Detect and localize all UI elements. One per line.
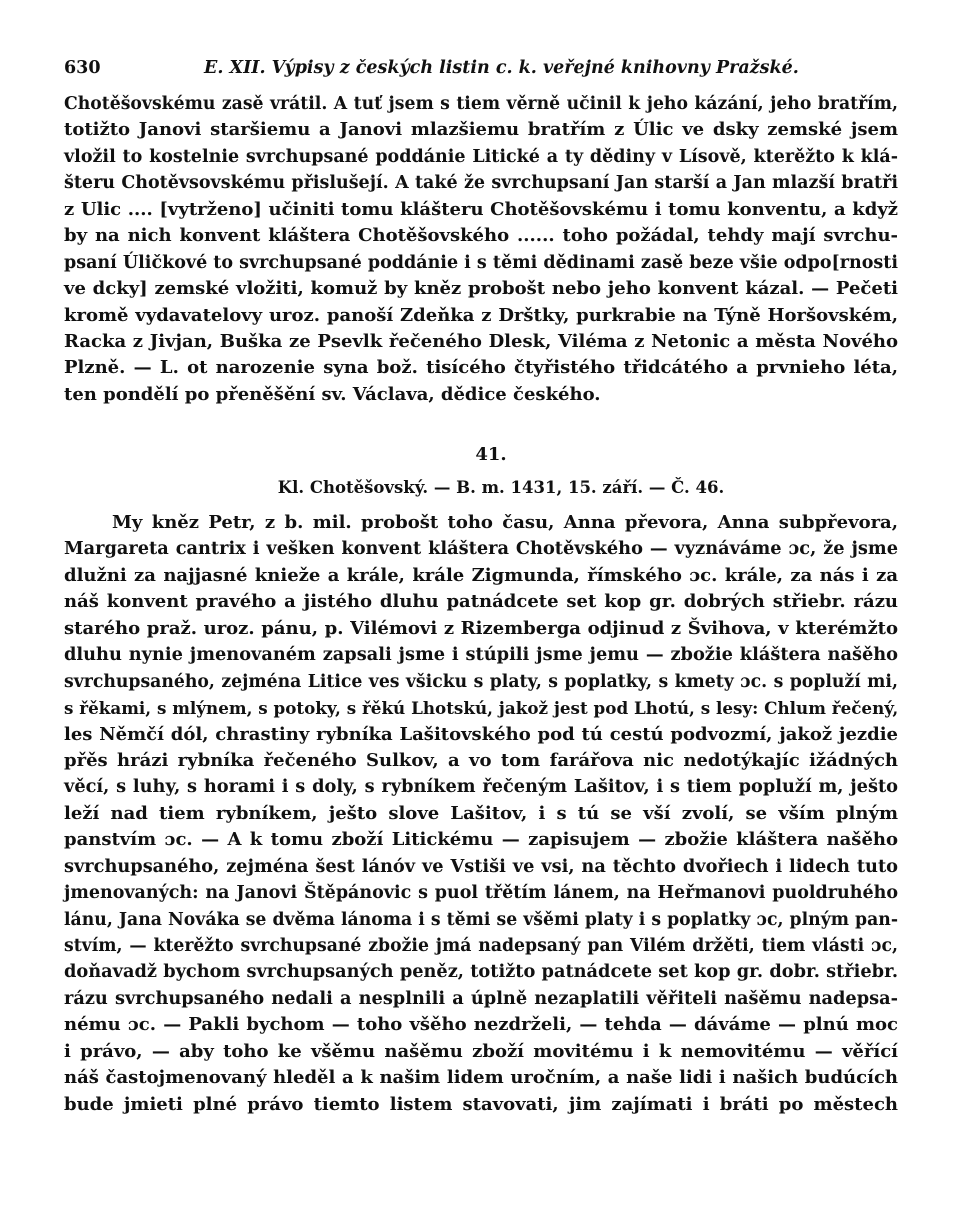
text-line: starého praž. uroz. pánu, p. Vilémovi z Rizemberga odjinud z Švihova, v kterémžto <box>64 617 898 639</box>
page-header <box>64 58 898 84</box>
text-line: My kněz Petr, z b. mil. probošt toho času, Anna převora, Anna subpřevora, <box>112 512 898 533</box>
text-line: Plzně. — L. ot narozenie syna bož. tisícého čtyřistého třidcátého a prvnieho léta, <box>64 357 898 379</box>
text-line: dluhu nynie jmenovaném zapsali jsme i stúpili jsme jemu — zbožie kláštera našěho <box>64 644 898 666</box>
text-line: rázu svrchupsaného nedali a nesplnili a úplně nezaplatili věřiteli našěmu nadepsa- <box>64 987 898 1009</box>
text-line: nému ɔc. — Pakli bychom — toho všěho nezdrželi, — tehda — dáváme — plnú moc <box>64 1014 898 1036</box>
text-line: s řěkami, s mlýnem, s potoky, s řěkú Lhotskú, jakož jest pod Lhotú, s lesy: Chlum řečený, <box>64 698 899 719</box>
page-number: 630 <box>64 58 101 78</box>
text-line: ten pondělí po přeněšění sv. Václava, dědice českého. <box>64 383 601 405</box>
text-line: Margareta cantrix i vešken konvent kláštera Chotěvského — vyznáváme ɔc, že jsme <box>64 538 898 560</box>
text-line: jmenovaných: na Janovi Štěpánovic s puol třětím lánem, na Heřmanovi puoldruhého <box>64 883 898 904</box>
text-line: věcí, s luhy, s horami i s doly, s rybníkem řečeným Lašitov, i s tiem popluží m, ješto <box>64 776 898 798</box>
text-line: totižto Janovi staršiemu a Janovi mlazšiemu bratřím z Úlic ve dsky zemské jsem <box>64 119 898 141</box>
text-line: panstvím ɔc. — A k tomu zboží Litickému — zapisujem — zbožie kláštera našěho <box>64 829 898 851</box>
text-line: les Němčí dól, chrastiny rybníka Lašitovského pod tú cestú podvozmí, jakož jezdie <box>64 723 898 745</box>
text-line: Chotěšovskému zasě vrátil. A tuť jsem s tiem věrně učinil k jeho kázání, jeho bratřím, <box>64 94 898 114</box>
text-line: náš častojmenovaný hleděl a k našim lidem uročním, a naše lidi i našich budúcích <box>64 1067 898 1089</box>
text-line: stvím, — kterěžto svrchupsané zbožie jmá nadepsaný pan Vilém držěti, tiem vlásti ɔc, <box>64 936 898 956</box>
document-number: 41. <box>475 444 507 465</box>
text-line: i právo, — aby toho ke všěmu našěmu zboží movitému i k nemovitému — věřící <box>64 1040 898 1062</box>
text-line: lánu, Jana Nováka se dvěma lánoma i s těmi se všěmi platy i s poplatky ɔc, plným pan- <box>64 909 898 930</box>
source-reference: Kl. Chotěšovský. — B. m. 1431, 15. září. — Č. 46. <box>277 478 725 497</box>
text-line: by na nich konvent kláštera Chotěšovského ...... toho požádal, tehdy mají svrchu- <box>64 225 898 247</box>
text-line: svrchupsaného, zejména šest lánóv ve Vstiši ve vsi, na těchto dvořiech i lidech tuto <box>64 855 898 877</box>
text-line: bude jmieti plné právo tiemto listem stavovati, jim zajímati i bráti po městech <box>64 1093 898 1115</box>
text-line: leží nad tiem rybníkem, ješto slove Lašitov, i s tú se vší zvolí, se vším plným <box>64 802 898 824</box>
text-line: šteru Chotěvsovskému přislušejí. A také že svrchupsaní Jan starší a Jan mlazší bratři <box>64 173 898 194</box>
text-line: svrchupsaného, zejména Litice ves všicku s platy, s poplatky, s kmety ɔc. s popluží mi, <box>64 671 898 692</box>
text-line: psaní Úličkové to svrchupsané poddánie i s těmi dědinami zasě beze všie odpo[rnosti <box>64 252 899 273</box>
text-line: kromě vydavatelovy uroz. panoší Zdeňka z Drštky, purkrabie na Týně Horšovském, <box>64 304 898 326</box>
text-line: dlužni za najjasné knieže a krále, krále Zigmunda, římského ɔc. krále, za nás i za <box>64 564 898 586</box>
text-line: z Ulic .... [vytrženo] učiniti tomu klášteru Chotěšovskému i tomu konventu, a když <box>64 198 898 220</box>
text-line: přěs hrázi rybníka řečeného Sulkov, a vo tom farářova nic nedotýkajíc ižádných <box>64 749 898 771</box>
text-line: Racka z Jivjan, Buška ze Psevlk řečeného Dlesk, Viléma z Netonic a města Nového <box>64 330 898 352</box>
text-line: doňavadž bychom svrchupsaných peněz, totižto patnádcete set kop gr. dobr. střiebr. <box>64 961 898 983</box>
running-head: E. XII. Výpisy z českých listin c. k. veřejné knihovny Pražské. <box>204 58 799 78</box>
text-line: vložil to kostelnie svrchupsané poddánie Litické a ty dědiny v Lísově, kterěžto k klá- <box>64 146 898 167</box>
text-line: náš konvent pravého a jistého dluhu patnádcete set kop gr. dobrých střiebr. rázu <box>64 591 898 613</box>
text-line: ve dcky] zemské vložiti, komuž by kněz probošt nebo jeho konvent kázal. — Pečeti <box>64 278 898 300</box>
paragraph-1 <box>64 91 898 408</box>
paragraph-2 <box>64 510 898 1118</box>
